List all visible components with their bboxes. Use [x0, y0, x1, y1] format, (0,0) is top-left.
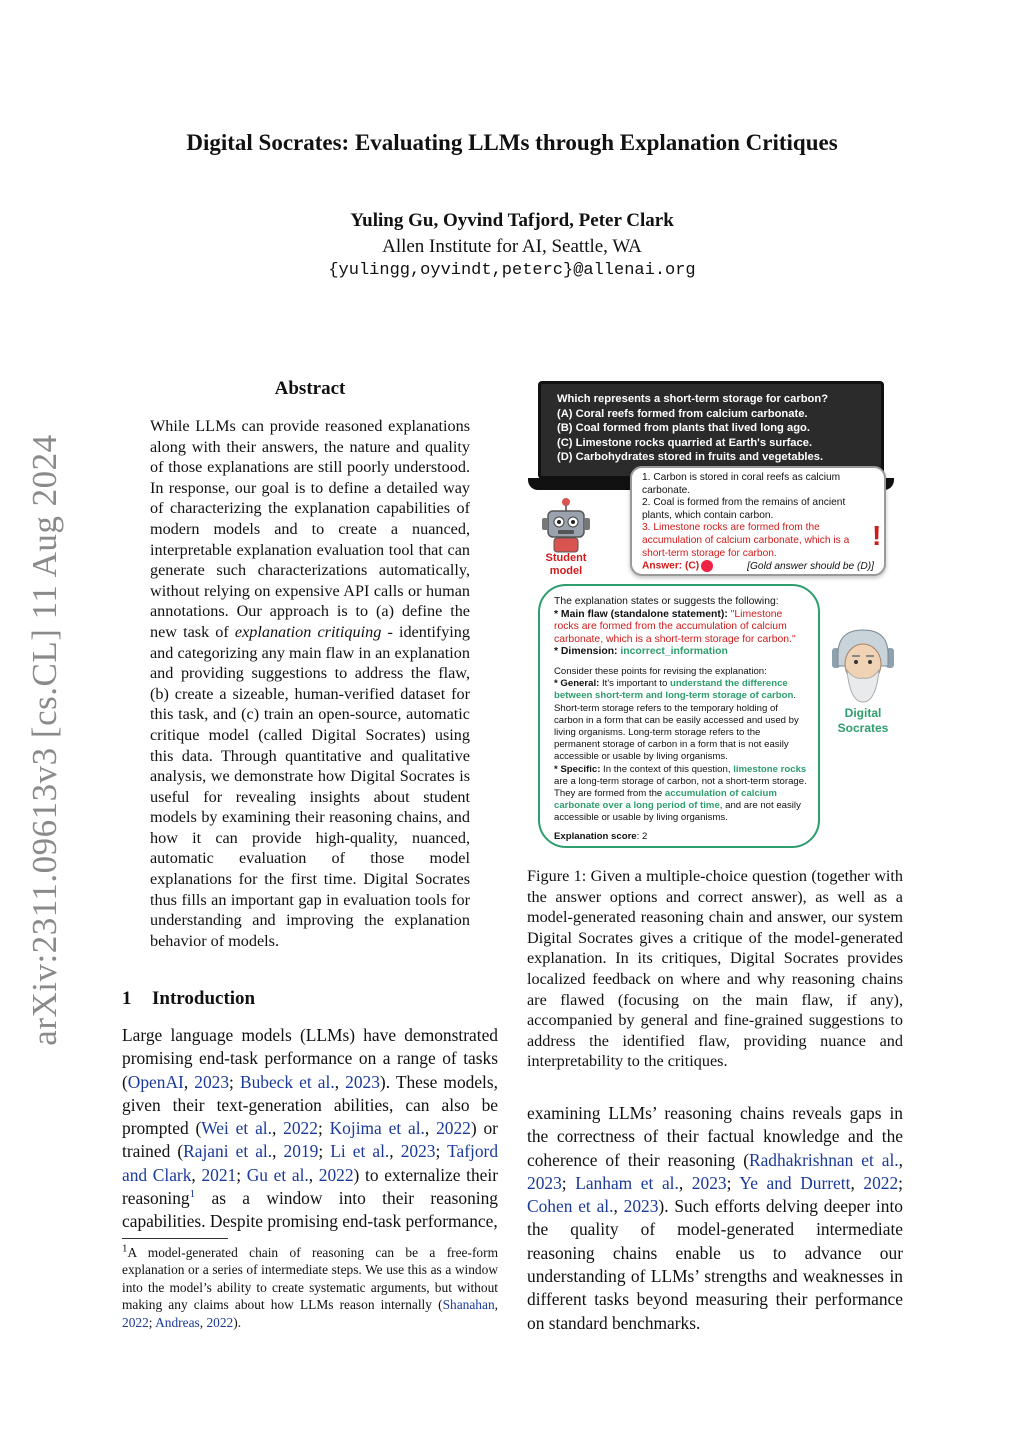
- affiliation: Allen Institute for AI, Seattle, WA: [382, 236, 642, 257]
- critique-bubble: [538, 584, 820, 848]
- main-flaw-label: * Main flaw (standalone statement):: [554, 608, 728, 620]
- citation-link[interactable]: Lanham et al.: [575, 1172, 679, 1193]
- general-suggestion: * General: It's important to understand the difference between short-term and long-term storage of carbon. Short-term storage refers to the temporary holding of carbon in a form that can be easily accessed and used by living organisms. Long-term storage refers to the permanent storage of carbon in a form that is not easily accessible or usable by living organisms.: [554, 678, 799, 763]
- citation-link[interactable]: 2023: [194, 1071, 230, 1092]
- option-item: (B) Coal formed from plants that lived long ago.: [557, 422, 810, 435]
- section-heading-introduction: 1 Introduction: [122, 988, 256, 1009]
- author-list: Yuling Gu, Oyvind Tafjord, Peter Clark: [350, 210, 674, 231]
- citation-link[interactable]: Andreas: [155, 1314, 200, 1330]
- citation-link[interactable]: Li et al.: [330, 1141, 390, 1162]
- citation-link[interactable]: 2023: [400, 1141, 436, 1162]
- citation-link[interactable]: Radhakrishnan et al.: [748, 1149, 899, 1170]
- option-item: (D) Carbohydrates stored in fruits and vegetables.: [557, 451, 824, 464]
- reasoning-step-flawed: 3. Limestone rocks are formed from the accumulation of calcium carbonate, which is a short-term storage for carbon.: [642, 522, 850, 559]
- student-answer: Answer: (C): [642, 560, 700, 572]
- paper-title: Digital Socrates: Evaluating LLMs through Explanation Critiques: [186, 130, 838, 155]
- option-item: (C) Limestone rocks quarried at Earth's surface.: [557, 436, 813, 449]
- reasoning-step: 1. Carbon is stored in coral reefs as calcium carbonate.: [642, 472, 841, 496]
- gold-answer-note: [Gold answer should be (D)]: [747, 560, 875, 572]
- citation-link[interactable]: 2022: [318, 1164, 354, 1185]
- socrates-icon: [830, 626, 896, 706]
- citation-link[interactable]: 2019: [283, 1141, 319, 1162]
- reasoning-step: 2. Coal is formed from the remains of ancient plants, which contain carbon.: [642, 497, 846, 521]
- citation-link[interactable]: 2022: [122, 1314, 149, 1330]
- citation-link[interactable]: Kojima et al.: [329, 1118, 425, 1139]
- option-item: (A) Coral reefs formed from calcium carbonate.: [557, 407, 808, 420]
- thumbs-down-icon: [701, 560, 713, 572]
- citation-link[interactable]: Bubeck et al.: [239, 1071, 335, 1092]
- arxiv-stamp: arXiv:2311.09613v3 [cs.CL] 11 Aug 2024: [25, 434, 64, 1046]
- dimension-label: * Dimension:: [554, 646, 618, 658]
- citation-link[interactable]: Ye and Durrett: [739, 1172, 851, 1193]
- introduction-paragraph: Large language models (LLMs) have demonstrated promising end-task performance on a range of tasks (OpenAI, 2023; Bubeck et al., 2023). These models, given their text-generation abilities, can also be prompted (Wei et al., 2022; Kojima et al., 2022) or trained (Rajani et al., 2019; Li et al., 2023; Tafjord and Clark, 2021; Gu et al., 2022) to externalize their reasoning$^1$ as a window into their reasoning capabilities. Despite promising end-task performance,: [122, 1025, 499, 1232]
- citation-link[interactable]: 2022: [206, 1314, 234, 1330]
- citation-link[interactable]: OpenAI: [127, 1071, 184, 1092]
- consider-text: Consider these points for revising the explanation:: [554, 665, 767, 677]
- abstract-heading: Abstract: [274, 378, 346, 399]
- student-reasoning-bubble: [630, 466, 886, 576]
- citation-link[interactable]: Wei et al.: [201, 1118, 272, 1139]
- dimension-value: incorrect_information: [620, 646, 728, 658]
- footnote: $^1$A model-generated chain of reasoning can be a free-form explanation or a series of intermediate steps. We use this as a window into the model’s ability to create systematic arguments, but without making any claims about how LLMs reason internally (Shanahan, 2022; Andreas, 2022).: [122, 1242, 498, 1330]
- citation-link[interactable]: Shanahan: [442, 1297, 495, 1313]
- citation-link[interactable]: Gu et al.: [246, 1164, 309, 1185]
- critique-intro: The explanation states or suggests the following:: [554, 596, 779, 607]
- citation-link[interactable]: Tafjord and Clark: [122, 1141, 499, 1185]
- citation-link[interactable]: 2021: [201, 1164, 237, 1185]
- author-emails: {yulingg,oyvindt,peterc}@allenai.org: [328, 261, 696, 280]
- student-model-label: Student model: [545, 552, 587, 577]
- digital-socrates-label: Digital Socrates: [837, 706, 889, 735]
- citation-link[interactable]: Cohen et al.: [527, 1196, 614, 1217]
- explanation-score: Explanation score: 2: [554, 830, 648, 842]
- citation-link[interactable]: 2022: [863, 1172, 899, 1193]
- citation-link[interactable]: Rajani et al.: [183, 1141, 273, 1162]
- citation-link[interactable]: 2022: [436, 1118, 471, 1139]
- specific-suggestion: * Specific: In the context of this question, limestone rocks are a long-term storage of carbon, not a short-term storage. They are formed from the accumulation of calcium carbonate over a long period of time, and are not easily accessible or usable by living organisms.: [554, 763, 807, 824]
- warning-exclamation-icon: !: [872, 520, 882, 551]
- robot-icon: [540, 496, 592, 554]
- right-column-paragraph: examining LLMs’ reasoning chains reveals gaps in the correctness of their factual knowledge and the coherence of their reasoning (Radhakrishnan et al., 2023; Lanham et al., 2023; Ye and Durrett, 2022; Cohen et al., 2023). Such efforts delving deeper into the quality of model-generated intermediate reasoning chains enable us to advance our understanding of LLMs’ strengths and weaknesses in different tasks beyond measuring their performance on standard benchmarks.: [527, 1103, 904, 1333]
- citation-link[interactable]: 2023: [623, 1196, 659, 1217]
- question-text: Which represents a short-term storage for carbon?: [557, 393, 829, 405]
- abstract-body: While LLMs can provide reasoned explanations along with their answers, the nature and quality of those explanations are still poorly understood. In response, our goal is to define a detailed way of characterizing the explanation capabilities of modern models and to create a nuanced, interpretable explanation evaluation tool that can generate such characterizations automatically, without relying on expensive API calls or human annotations. Our approach is to (a) define the new task of explanation critiquing - identifying and categorizing any main flaw in an explanation and providing suggestions to address the flaw, (b) create a sizeable, human-verified dataset for this task, and (c) train an open-source, automatic critique model (called Digital Socrates) using this data. Through quantitative and qualitative analysis, we demonstrate how Digital Socrates is useful for revealing insights about student models by examining their reasoning chains, and how it can provide high-quality, nuanced, automatic evaluation of those model explanations for the first time. Digital Socrates thus fills an important gap in evaluation tools for understanding and improving the explanation behavior of models.: [150, 417, 470, 950]
- citation-link[interactable]: 2023: [691, 1172, 727, 1193]
- footnote-marker[interactable]: 1: [189, 1188, 196, 1201]
- citation-link[interactable]: 2023: [527, 1172, 562, 1193]
- main-flaw-text: "Limestone rocks are formed from the accumulation of calcium carbonate, which is a short-term storage for carbon.": [554, 608, 796, 645]
- footnote-rule: [122, 1238, 228, 1239]
- figure-caption: Figure 1: Given a multiple-choice question (together with the answer options and correct answer), as well as a model-generated reasoning chain and answer, our system Digital Socrates gives a critique of the model-generated explanation. In its critiques, Digital Socrates provides localized feedback on where and why reasoning chains are flawed (focusing on the main flaw, if any), accompanied by general and fine-grained suggestions to address the identified flaw, providing nuance and interpretability to the critiques.: [527, 867, 903, 1071]
- question-screen: [538, 381, 884, 479]
- citation-link[interactable]: 2023: [345, 1071, 380, 1092]
- citation-link[interactable]: 2022: [283, 1118, 318, 1139]
